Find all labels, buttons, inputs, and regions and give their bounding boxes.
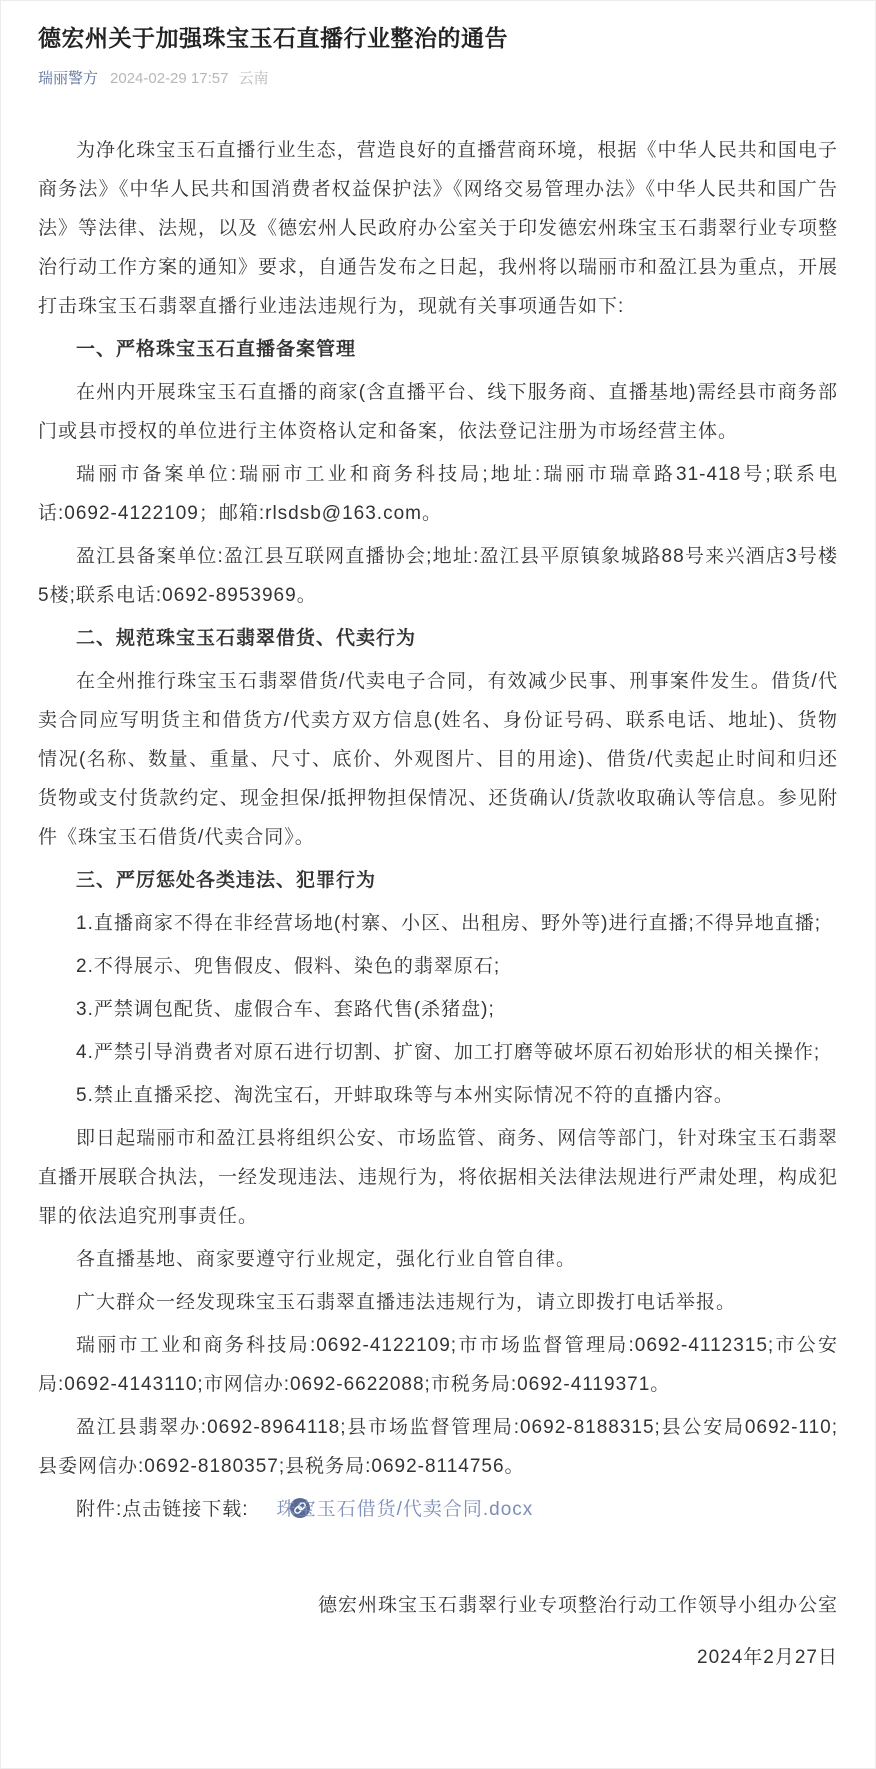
rule-item-1: 1.直播商家不得在非经营场地(村寨、小区、出租房、野外等)进行直播;不得异地直播; bbox=[76, 913, 822, 934]
signature-block bbox=[38, 1591, 838, 1673]
section-3-heading: 三、严厉惩处各类违法、犯罪行为 bbox=[76, 870, 377, 891]
publish-time: 2024-02-29 17:57 bbox=[110, 70, 229, 87]
publish-location: 云南 bbox=[238, 70, 269, 87]
section-2-heading: 二、规范珠宝玉石翡翠借货、代卖行为 bbox=[76, 628, 417, 649]
para-report-call: 广大群众一经发现珠宝玉石翡翠直播违法违规行为，请立即拨打电话举报。 bbox=[76, 1292, 737, 1313]
para-enforcement: 即日起瑞丽市和盈江县将组织公安、市场监管、商务、网信等部门，针对珠宝玉石翡翠直播开展联合执法，一经发现违法、违规行为，将依据相关法律法规进行严肃处理，构成犯罪的依法追究刑事责任。 bbox=[38, 1128, 839, 1227]
article-body bbox=[38, 131, 838, 1529]
signature-date: 2024年2月27日 bbox=[697, 1647, 838, 1668]
para-ruili-hotlines: 瑞丽市工业和商务科技局:0692-4122109;市市场监督管理局:0692-4112315;市公安局:0692-4143110;市网信办:0692-6622088;市税务局:0692-4119371。 bbox=[38, 1335, 838, 1395]
attachment-label: 附件:点击链接下载: bbox=[76, 1499, 249, 1520]
rule-item-2: 2.不得展示、兜售假皮、假料、染色的翡翠原石; bbox=[76, 956, 501, 977]
article-meta bbox=[38, 69, 838, 89]
para-yingjiang-hotlines: 盈江县翡翠办:0692-8964118;县市场监督管理局:0692-8188315;县公安局0692-110;县委网信办:0692-8180357;县税务局:0692-8114756。 bbox=[38, 1417, 838, 1477]
author-link[interactable]: 瑞丽警方 bbox=[38, 70, 99, 87]
intro-paragraph: 为净化珠宝玉石直播行业生态，营造良好的直播营商环境，根据《中华人民共和国电子商务法》《中华人民共和国消费者权益保护法》《网络交易管理办法》《中华人民共和国广告法》等法律、法规，以及《德宏州人民政府办公室关于印发德宏州珠宝玉石翡翠行业专项整治行动工作方案的通知》要求，自通告发布之日起，我州将以瑞丽市和盈江县为重点，开展打击珠宝玉石翡翠直播行业违法违规行为，现就有关事项通告如下: bbox=[38, 140, 839, 317]
para-ruili-filing-contact: 瑞丽市备案单位:瑞丽市工业和商务科技局;地址:瑞丽市瑞章路31-418号;联系电话:0692-4122109；邮箱:rlsdsb@163.com。 bbox=[38, 464, 838, 524]
section-1-heading: 一、严格珠宝玉石直播备案管理 bbox=[76, 339, 357, 360]
para-filing-requirement: 在州内开展珠宝玉石直播的商家(含直播平台、线下服务商、直播基地)需经县市商务部门或县市授权的单位进行主体资格认定和备案，依法登记注册为市场经营主体。 bbox=[38, 382, 838, 442]
para-contract-requirements: 在全州推行珠宝玉石翡翠借货/代卖电子合同，有效减少民事、刑事案件发生。借货/代卖合同应写明货主和借货方/代卖方双方信息(姓名、身份证号码、联系电话、地址)、货物情况(名称、数量、重量、尺寸、底价、外观图片、目的用途)、借货/代卖起止时间和归还货物或支付货款约定、现金担保/抵押物担保情况、还货确认/货款收取确认等信息。参见附件《珠宝玉石借货/代卖合同》。 bbox=[38, 671, 838, 848]
para-self-discipline: 各直播基地、商家要遵守行业规定，强化行业自管自律。 bbox=[76, 1249, 577, 1270]
signature-line: 德宏州珠宝玉石翡翠行业专项整治行动工作领导小组办公室 bbox=[317, 1595, 838, 1616]
attachment-link[interactable]: 珠宝玉石借货/代卖合同.docx bbox=[276, 1499, 534, 1520]
link-icon[interactable] bbox=[252, 1493, 272, 1513]
rule-item-3: 3.严禁调包配货、虚假合车、套路代售(杀猪盘); bbox=[76, 999, 495, 1020]
attachment-row bbox=[38, 1490, 838, 1529]
page-title: 德宏州关于加强珠宝玉石直播行业整治的通告 bbox=[38, 25, 508, 51]
rule-item-5: 5.禁止直播采挖、淘洗宝石，开蚌取珠等与本州实际情况不符的直播内容。 bbox=[76, 1085, 734, 1106]
para-yingjiang-filing-contact: 盈江县备案单位:盈江县互联网直播协会;地址:盈江县平原镇象城路88号来兴酒店3号楼5楼;联系电话:0692-8953969。 bbox=[38, 546, 838, 606]
rule-item-4: 4.严禁引导消费者对原石进行切割、扩窗、加工打磨等破坏原石初始形状的相关操作; bbox=[76, 1042, 821, 1063]
